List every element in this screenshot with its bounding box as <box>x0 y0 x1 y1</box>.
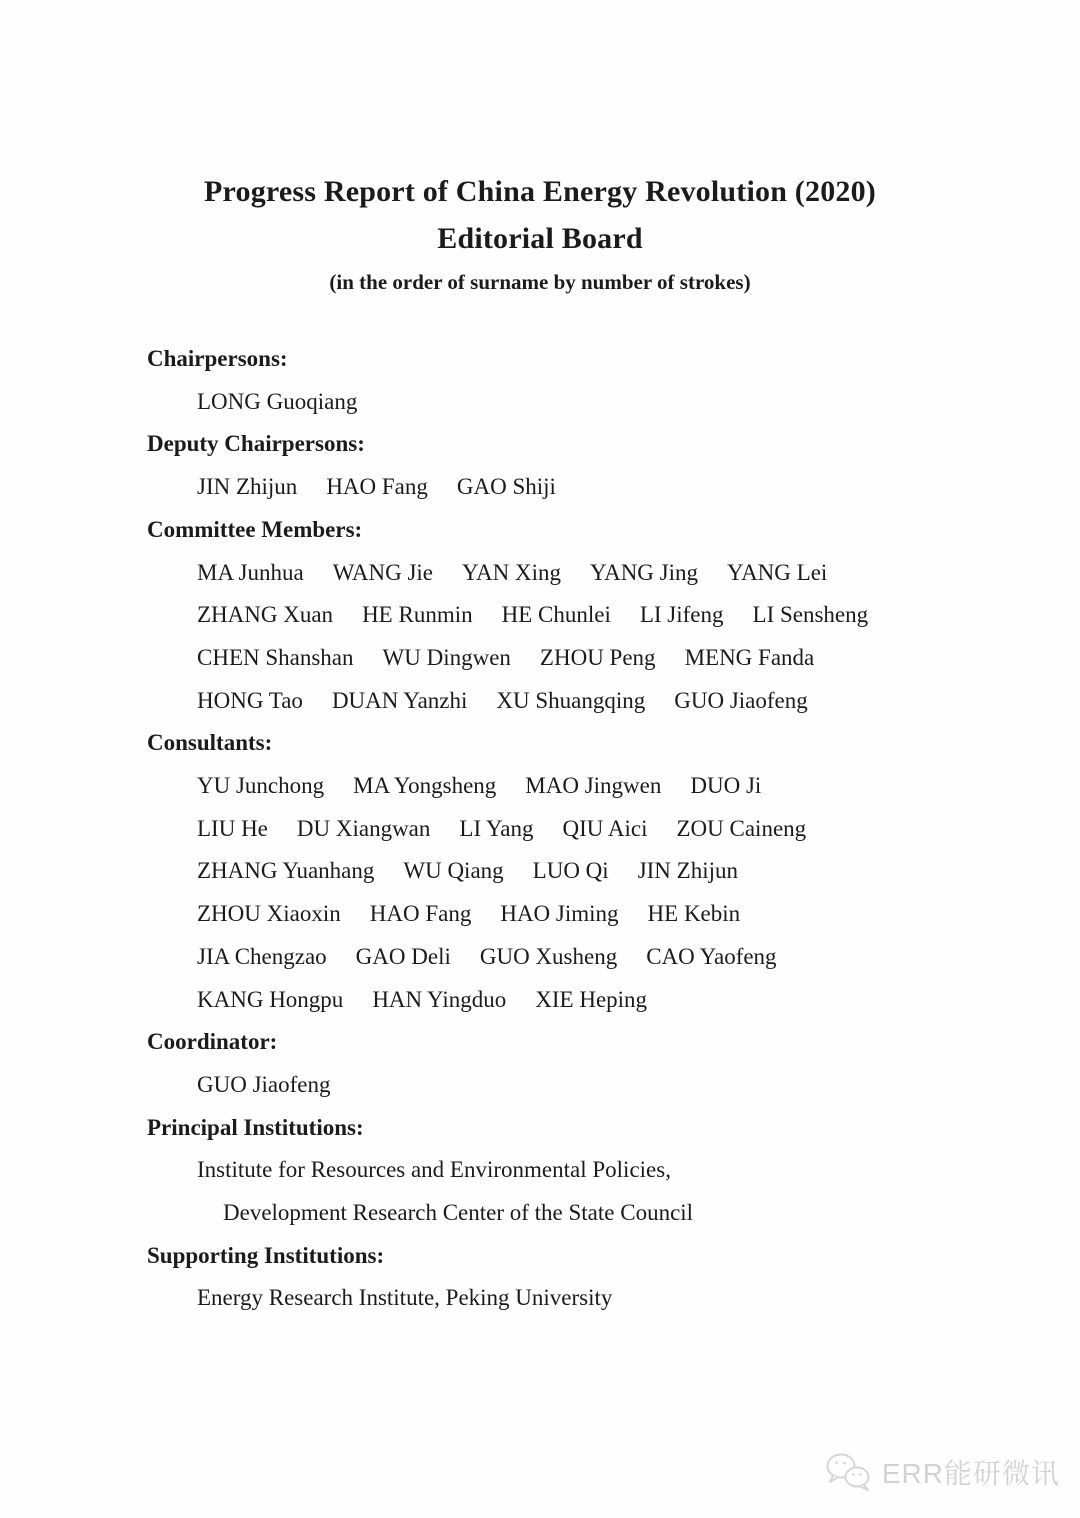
person-name: HAO Fang <box>326 474 428 500</box>
section-heading: Committee Members: <box>147 516 363 542</box>
section-heading: Deputy Chairpersons: <box>147 431 365 457</box>
member-line <box>147 1277 1020 1320</box>
person-name: HE Kebin <box>647 901 741 927</box>
document-title-line2: Editorial Board <box>437 222 643 255</box>
person-name: YANG Jing <box>590 559 699 585</box>
member-line <box>147 1064 1020 1107</box>
member-line <box>147 552 1020 595</box>
document-subtitle: (in the order of surname by number of strokes) <box>329 270 751 294</box>
section-heading: Chairpersons: <box>147 346 288 371</box>
person-name: HAO Jiming <box>500 901 619 927</box>
person-name: KANG Hongpu <box>197 986 344 1012</box>
member-line <box>147 466 1020 509</box>
person-name: ZHANG Xuan <box>197 602 334 628</box>
person-name: DUO Ji <box>690 773 762 799</box>
person-name: QIU Aici <box>562 815 648 841</box>
person-name: HAN Yingduo <box>372 986 507 1012</box>
person-name: LI Jifeng <box>639 602 724 628</box>
person-name: JIA Chengzao <box>197 943 327 969</box>
document-title-line1: Progress Report of China Energy Revolution (2020) <box>204 175 876 208</box>
person-name: HAO Fang <box>369 901 472 927</box>
person-name: LONG Guoqiang <box>197 388 358 414</box>
person-name: HE Chunlei <box>501 602 611 628</box>
watermark <box>824 1450 1060 1494</box>
wechat-logo-icon <box>824 1450 876 1494</box>
person-name: YAN Xing <box>462 559 562 585</box>
person-name: YANG Lei <box>727 559 828 585</box>
person-name: CAO Yaofeng <box>646 943 777 969</box>
person-name: Development Research Center of the State Council <box>223 1200 694 1226</box>
person-name: HONG Tao <box>197 687 303 713</box>
person-name: MAO Jingwen <box>525 773 662 799</box>
member-line <box>147 637 1020 680</box>
person-name: GUO Xusheng <box>479 943 618 969</box>
person-name: MA Yongsheng <box>353 773 497 799</box>
person-name: GUO Jiaofeng <box>674 687 808 713</box>
member-line <box>147 1149 1020 1192</box>
member-line <box>147 594 1020 637</box>
member-line <box>147 979 1020 1022</box>
person-name: WU Qiang <box>403 858 504 884</box>
person-name: GAO Deli <box>355 943 451 969</box>
person-name: DU Xiangwan <box>296 815 431 841</box>
section-heading: Supporting Institutions: <box>147 1242 385 1268</box>
person-name: XIE Heping <box>535 986 648 1012</box>
member-line <box>147 1192 1020 1235</box>
person-name: Energy Research Institute, Peking University <box>197 1285 613 1311</box>
watermark-label: ERR能研微讯 <box>881 1458 1060 1489</box>
person-name: CHEN Shanshan <box>197 644 354 670</box>
person-name: ZHOU Peng <box>539 644 656 670</box>
section-heading: Consultants: <box>147 730 273 756</box>
member-line <box>147 381 1020 424</box>
person-name: LI Sensheng <box>752 602 869 628</box>
person-name: ZHANG Yuanhang <box>197 858 375 884</box>
member-line <box>147 936 1020 979</box>
section-heading: Principal Institutions: <box>147 1114 364 1140</box>
member-line <box>147 850 1020 893</box>
member-line <box>147 680 1020 723</box>
person-name: GAO Shiji <box>456 474 556 500</box>
sections <box>147 338 1020 1320</box>
person-name: ZOU Caineng <box>676 815 807 841</box>
person-name: JIN Zhijun <box>197 474 298 500</box>
person-name: JIN Zhijun <box>637 858 738 884</box>
person-name: WU Dingwen <box>382 644 511 670</box>
person-name: YU Junchong <box>197 773 325 799</box>
person-name: LI Yang <box>459 815 534 841</box>
person-name: WANG Jie <box>332 559 433 585</box>
section-heading: Coordinator: <box>147 1029 278 1055</box>
person-name: LIU He <box>197 815 268 841</box>
person-name: HE Runmin <box>362 602 473 628</box>
member-line <box>147 893 1020 936</box>
person-name: DUAN Yanzhi <box>331 687 468 713</box>
person-name: Institute for Resources and Environmental Policies, <box>197 1157 671 1183</box>
person-name: XU Shuangqing <box>496 687 646 713</box>
person-name: MA Junhua <box>197 559 304 585</box>
person-name: ZHOU Xiaoxin <box>197 901 341 927</box>
person-name: MENG Fanda <box>684 644 815 670</box>
person-name: GUO Jiaofeng <box>197 1071 331 1097</box>
member-line <box>147 765 1020 808</box>
member-line <box>147 808 1020 851</box>
person-name: LUO Qi <box>532 858 609 884</box>
title-block <box>0 0 1080 299</box>
